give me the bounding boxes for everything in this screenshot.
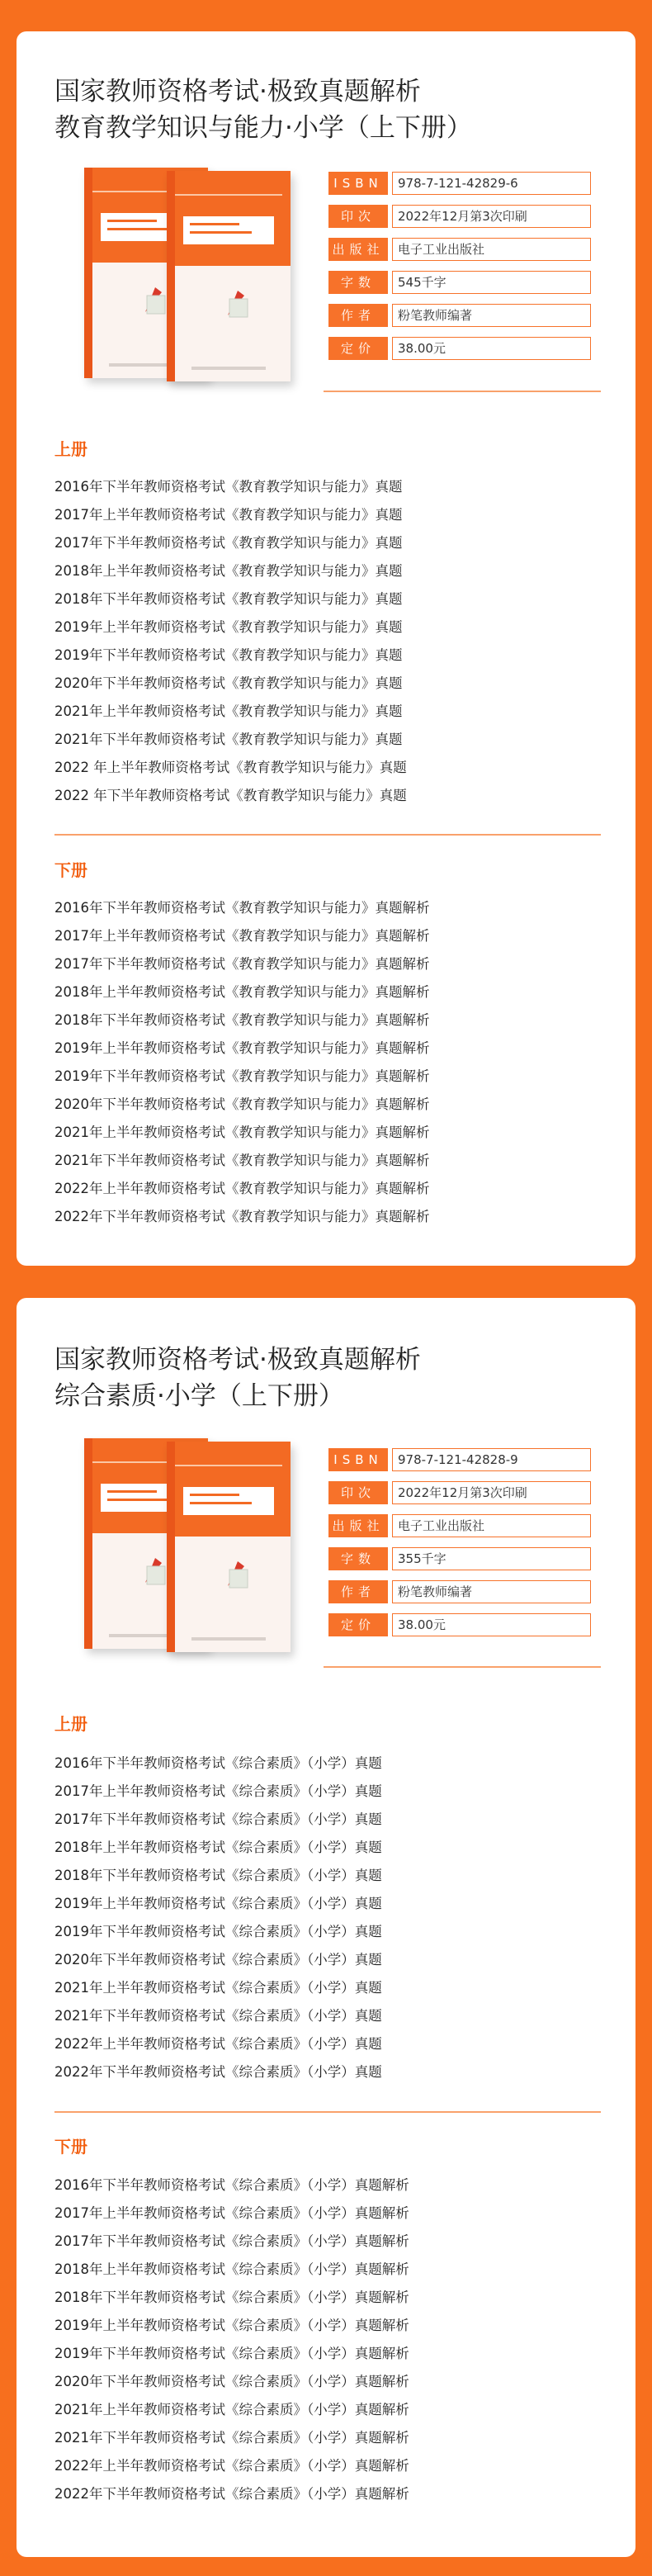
card-title-line1: 国家教师资格考试·极致真题解析 xyxy=(54,1345,421,1375)
info-row-isbn xyxy=(328,172,593,195)
list-item: 2018年上半年教师资格考试《综合素质》（小学）真题 xyxy=(54,1840,382,1855)
list-item: 2020年下半年教师资格考试《教育教学知识与能力》真题解析 xyxy=(54,1096,430,1112)
list-item: 2016年下半年教师资格考试《教育教学知识与能力》真题 xyxy=(54,479,403,495)
info-value: 粉笔教师编著 xyxy=(392,1580,591,1603)
info-key: ISBN xyxy=(328,172,388,195)
divider xyxy=(324,391,601,392)
list-item: 2020年下半年教师资格考试《教育教学知识与能力》真题 xyxy=(54,675,403,691)
book-card-teaching-knowledge xyxy=(17,31,635,1266)
info-row-word-count xyxy=(328,1547,593,1570)
list-item: 2022年上半年教师资格考试《综合素质》（小学）真题 xyxy=(54,2036,382,2052)
card-title-line1: 国家教师资格考试·极致真题解析 xyxy=(54,77,421,107)
info-key: 作者 xyxy=(328,304,388,327)
info-row-publisher xyxy=(328,238,593,261)
info-key: 出版社 xyxy=(328,1514,388,1537)
list-item: 2018年下半年教师资格考试《综合素质》（小学）真题 xyxy=(54,1868,382,1883)
list-item: 2016年下半年教师资格考试《综合素质》（小学）真题 xyxy=(54,1755,382,1771)
list-item: 2021年下半年教师资格考试《教育教学知识与能力》真题解析 xyxy=(54,1153,430,1168)
upper-volume-heading: 上册 xyxy=(54,1714,87,1734)
upper-volume-list xyxy=(54,473,407,810)
list-item: 2022年下半年教师资格考试《综合素质》（小学）真题 xyxy=(54,2064,382,2080)
upper-volume-list xyxy=(54,1750,382,2086)
list-item: 2021年上半年教师资格考试《教育教学知识与能力》真题解析 xyxy=(54,1125,430,1140)
info-value: 电子工业出版社 xyxy=(392,1514,591,1537)
list-item: 2018年上半年教师资格考试《综合素质》（小学）真题解析 xyxy=(54,2261,409,2277)
lower-volume-heading: 下册 xyxy=(54,2137,87,2157)
list-item: 2022 年上半年教师资格考试《教育教学知识与能力》真题 xyxy=(54,760,407,775)
divider xyxy=(54,2111,601,2113)
card-title-line2: 教育教学知识与能力·小学（上下册） xyxy=(54,113,472,143)
list-item: 2019年下半年教师资格考试《教育教学知识与能力》真题 xyxy=(54,647,403,663)
divider xyxy=(324,1666,601,1668)
list-item: 2020年下半年教师资格考试《综合素质》（小学）真题解析 xyxy=(54,2374,409,2389)
list-item: 2021年上半年教师资格考试《综合素质》（小学）真题解析 xyxy=(54,2402,409,2417)
list-item: 2019年下半年教师资格考试《综合素质》（小学）真题 xyxy=(54,1924,382,1939)
info-key: 字数 xyxy=(328,1547,388,1570)
list-item: 2017年下半年教师资格考试《综合素质》（小学）真题 xyxy=(54,1811,382,1827)
book-cover-image xyxy=(66,168,314,382)
info-row-isbn xyxy=(328,1448,593,1471)
info-value: 粉笔教师编著 xyxy=(392,304,591,327)
list-item: 2020年下半年教师资格考试《综合素质》（小学）真题 xyxy=(54,1952,382,1968)
info-value: 电子工业出版社 xyxy=(392,238,591,261)
card-title-line2: 综合素质·小学（上下册） xyxy=(54,1381,344,1411)
list-item: 2021年上半年教师资格考试《综合素质》（小学）真题 xyxy=(54,1980,382,1996)
list-item: 2021年下半年教师资格考试《综合素质》（小学）真题 xyxy=(54,2008,382,2024)
info-row-printing xyxy=(328,205,593,228)
book-cover-image xyxy=(66,1438,314,1653)
list-item: 2017年下半年教师资格考试《教育教学知识与能力》真题 xyxy=(54,535,403,551)
upper-volume-heading: 上册 xyxy=(54,439,87,459)
info-value: 38.00元 xyxy=(392,1613,591,1636)
info-row-price xyxy=(328,1613,593,1636)
book-cover-front xyxy=(167,171,291,381)
divider xyxy=(54,834,601,836)
info-row-word-count xyxy=(328,271,593,294)
book-card-comprehensive-quality xyxy=(17,1298,635,2557)
list-item: 2018年上半年教师资格考试《教育教学知识与能力》真题 xyxy=(54,563,403,579)
list-item: 2019年下半年教师资格考试《教育教学知识与能力》真题解析 xyxy=(54,1068,430,1084)
info-key: 印次 xyxy=(328,205,388,228)
info-key: 定价 xyxy=(328,337,388,360)
info-value: 38.00元 xyxy=(392,337,591,360)
list-item: 2022年下半年教师资格考试《综合素质》（小学）真题解析 xyxy=(54,2486,409,2502)
info-key: ISBN xyxy=(328,1448,388,1471)
list-item: 2017年上半年教师资格考试《教育教学知识与能力》真题 xyxy=(54,507,403,523)
list-item: 2022年上半年教师资格考试《教育教学知识与能力》真题解析 xyxy=(54,1181,430,1196)
list-item: 2021年上半年教师资格考试《教育教学知识与能力》真题 xyxy=(54,703,403,719)
lower-volume-heading: 下册 xyxy=(54,860,87,880)
list-item: 2017年下半年教师资格考试《教育教学知识与能力》真题解析 xyxy=(54,956,430,972)
list-item: 2017年下半年教师资格考试《综合素质》（小学）真题解析 xyxy=(54,2233,409,2249)
list-item: 2022 年下半年教师资格考试《教育教学知识与能力》真题 xyxy=(54,788,407,803)
list-item: 2016年下半年教师资格考试《综合素质》（小学）真题解析 xyxy=(54,2177,409,2193)
info-value: 545千字 xyxy=(392,271,591,294)
list-item: 2018年下半年教师资格考试《教育教学知识与能力》真题解析 xyxy=(54,1012,430,1028)
list-item: 2019年上半年教师资格考试《教育教学知识与能力》真题 xyxy=(54,619,403,635)
lower-volume-list xyxy=(54,2171,409,2508)
list-item: 2022年上半年教师资格考试《综合素质》（小学）真题解析 xyxy=(54,2458,409,2474)
list-item: 2019年上半年教师资格考试《综合素质》（小学）真题 xyxy=(54,1896,382,1911)
info-row-printing xyxy=(328,1481,593,1504)
info-value: 2022年12月第3次印刷 xyxy=(392,205,591,228)
book-cover-front xyxy=(167,1442,291,1652)
list-item: 2019年上半年教师资格考试《教育教学知识与能力》真题解析 xyxy=(54,1040,430,1056)
list-item: 2019年下半年教师资格考试《综合素质》（小学）真题解析 xyxy=(54,2346,409,2361)
list-item: 2017年上半年教师资格考试《综合素质》（小学）真题 xyxy=(54,1783,382,1799)
list-item: 2022年下半年教师资格考试《教育教学知识与能力》真题解析 xyxy=(54,1209,430,1224)
list-item: 2018年上半年教师资格考试《教育教学知识与能力》真题解析 xyxy=(54,984,430,1000)
list-item: 2021年下半年教师资格考试《综合素质》（小学）真题解析 xyxy=(54,2430,409,2446)
list-item: 2018年下半年教师资格考试《综合素质》（小学）真题解析 xyxy=(54,2290,409,2305)
list-item: 2019年上半年教师资格考试《综合素质》（小学）真题解析 xyxy=(54,2318,409,2333)
info-row-author xyxy=(328,1580,593,1603)
list-item: 2016年下半年教师资格考试《教育教学知识与能力》真题解析 xyxy=(54,900,430,916)
lower-volume-list xyxy=(54,894,430,1231)
info-value: 355千字 xyxy=(392,1547,591,1570)
info-key: 印次 xyxy=(328,1481,388,1504)
info-row-author xyxy=(328,304,593,327)
info-value: 978-7-121-42829-6 xyxy=(392,172,591,195)
list-item: 2018年下半年教师资格考试《教育教学知识与能力》真题 xyxy=(54,591,403,607)
list-item: 2021年下半年教师资格考试《教育教学知识与能力》真题 xyxy=(54,732,403,747)
info-value: 2022年12月第3次印刷 xyxy=(392,1481,591,1504)
info-row-publisher xyxy=(328,1514,593,1537)
info-value: 978-7-121-42828-9 xyxy=(392,1448,591,1471)
list-item: 2017年上半年教师资格考试《综合素质》（小学）真题解析 xyxy=(54,2205,409,2221)
info-key: 字数 xyxy=(328,271,388,294)
info-key: 出版社 xyxy=(328,238,388,261)
info-row-price xyxy=(328,337,593,360)
list-item: 2017年上半年教师资格考试《教育教学知识与能力》真题解析 xyxy=(54,928,430,944)
info-key: 定价 xyxy=(328,1613,388,1636)
info-key: 作者 xyxy=(328,1580,388,1603)
